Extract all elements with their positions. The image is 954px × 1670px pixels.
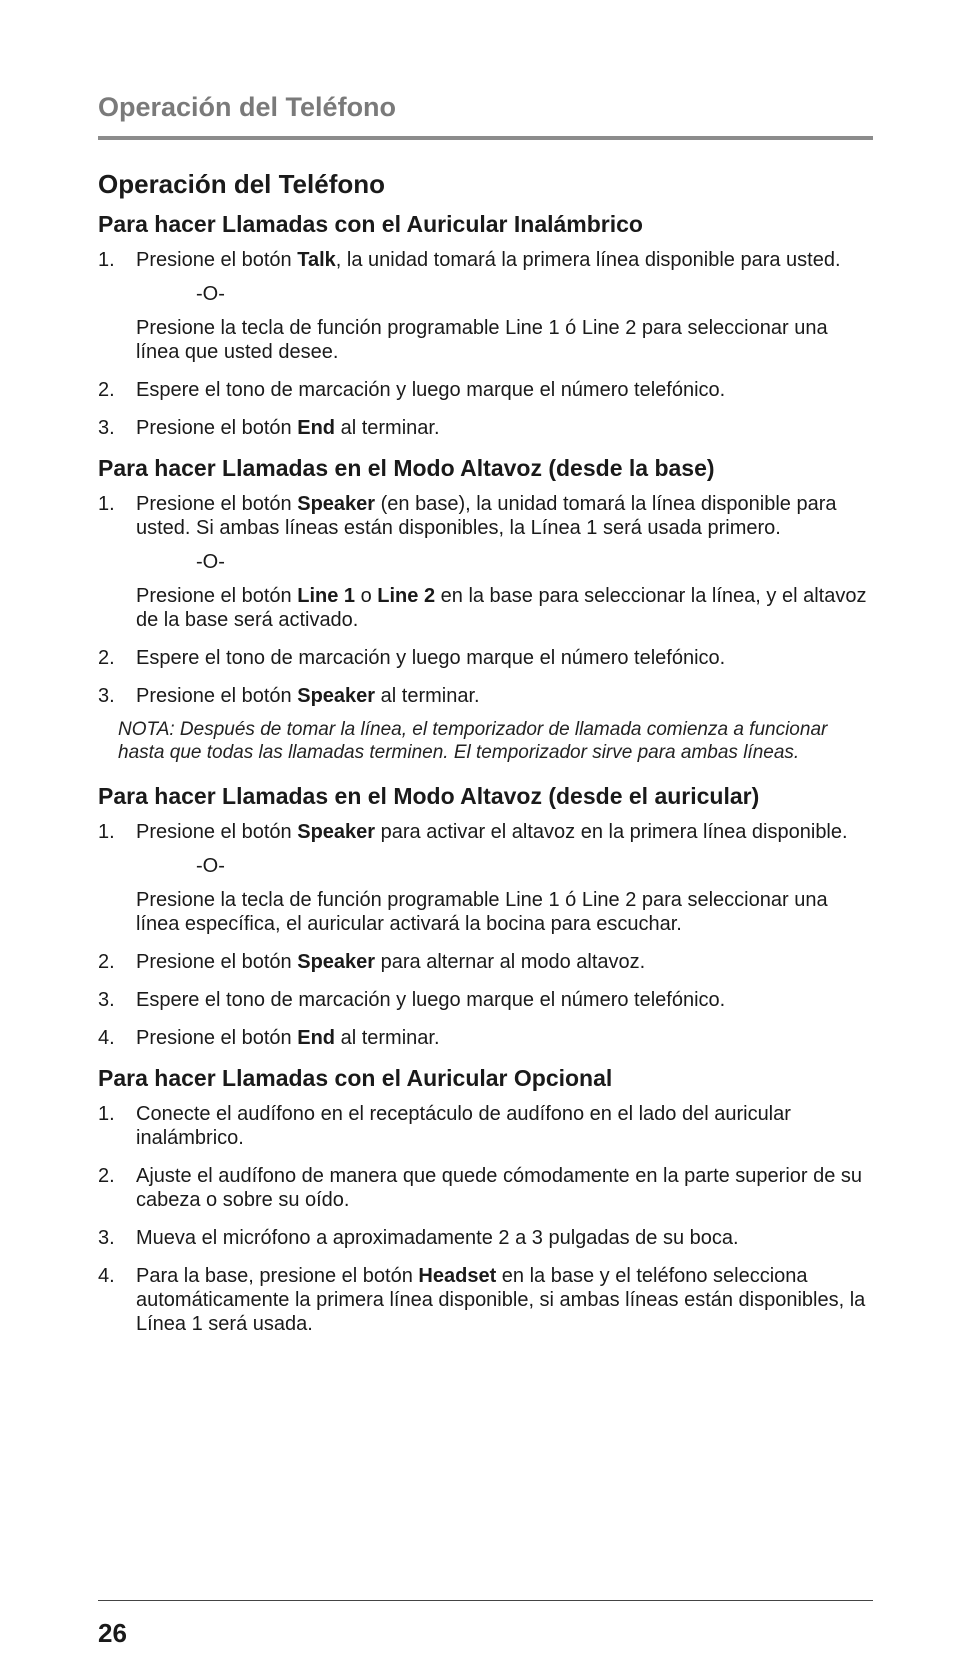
key-name: Speaker: [297, 821, 376, 843]
running-header: Operación del Teléfono: [98, 92, 397, 122]
page-number: 26: [98, 1618, 127, 1648]
step-text: al terminar.: [335, 417, 440, 439]
or-separator: -O-: [196, 283, 225, 305]
steps-list: [98, 1102, 873, 1336]
key-name: Headset: [418, 1265, 497, 1287]
step-text: al terminar.: [335, 1027, 440, 1049]
list-item: [98, 1226, 873, 1250]
key-name: Line 1: [297, 585, 356, 607]
list-item: [98, 950, 873, 974]
steps-list: [98, 248, 873, 440]
list-item: [98, 646, 873, 670]
step-text: Presione el botón: [136, 417, 298, 439]
step-number: 2.: [98, 379, 115, 401]
list-item: [98, 988, 873, 1012]
step-alternative: [136, 584, 873, 632]
step-text: Espere el tono de marcación y luego marque el número telefónico.: [136, 989, 726, 1011]
step-text: , la unidad tomará la primera línea disponible para usted.: [335, 249, 841, 271]
step-text: en la base para seleccionar la línea, y el altavoz de la base será activado.: [136, 585, 867, 631]
step-text: Para la base, presione el botón: [136, 1265, 419, 1287]
or-separator: -O-: [196, 855, 225, 877]
step-number: 1.: [98, 249, 115, 271]
section-title-optional-headset: Para hacer Llamadas con el Auricular Opcional: [98, 1065, 613, 1091]
step-number: 3.: [98, 1227, 115, 1249]
list-item: [98, 684, 873, 708]
steps-list: [98, 492, 873, 708]
step-text: Presione el botón: [136, 951, 298, 973]
step-alternative: Presione la tecla de función programable Line 1 ó Line 2 para seleccionar una línea específica, el auricular activará la bocina para escuchar.: [136, 889, 828, 935]
step-number: 2.: [98, 951, 115, 973]
header-rule: [98, 136, 873, 140]
step-number: 3.: [98, 417, 115, 439]
step-text: para activar el altavoz en la primera línea disponible.: [375, 821, 848, 843]
step-text: Espere el tono de marcación y luego marque el número telefónico.: [136, 379, 726, 401]
note-text: NOTA: Después de tomar la línea, el temporizador de llamada comienza a funcionar hasta que todas las llamadas terminen. El temporizador sirve para ambas líneas.: [118, 719, 828, 763]
step-number: 2.: [98, 647, 115, 669]
key-name: Talk: [297, 249, 336, 271]
step-text: Presione el botón: [136, 685, 298, 707]
or-separator: -O-: [196, 551, 225, 573]
step-text: Conecte el audífono en el receptáculo de audífono en el lado del auricular inalámbrico.: [136, 1103, 791, 1149]
page-content: [98, 168, 873, 1350]
key-name: End: [297, 1027, 336, 1049]
list-item: [98, 820, 873, 936]
step-text: Presione el botón: [136, 493, 298, 515]
step-number: 1.: [98, 1103, 115, 1125]
key-name: End: [297, 417, 336, 439]
page-title: Operación del Teléfono: [98, 169, 386, 199]
step-text: Ajuste el audífono de manera que quede cómodamente en la parte superior de su cabeza o sobre su oído.: [136, 1165, 863, 1211]
step-number: 3.: [98, 989, 115, 1011]
step-number: 4.: [98, 1265, 115, 1287]
step-text: (en base), la unidad tomará la línea disponible para usted. Si ambas líneas están disponibles, la Línea 1 será usada primero.: [136, 493, 837, 539]
step-text: al terminar.: [375, 685, 480, 707]
list-item: [98, 492, 873, 632]
key-name: Speaker: [297, 493, 376, 515]
step-text: o: [355, 585, 378, 607]
section-title-speaker-base: Para hacer Llamadas en el Modo Altavoz (desde la base): [98, 455, 715, 481]
step-text: Espere el tono de marcación y luego marque el número telefónico.: [136, 647, 726, 669]
manual-page: [98, 0, 873, 1670]
step-text: Mueva el micrófono a aproximadamente 2 a 3 pulgadas de su boca.: [136, 1227, 739, 1249]
list-item: [98, 1264, 873, 1336]
step-alternative: Presione la tecla de función programable Line 1 ó Line 2 para seleccionar una línea que usted desee.: [136, 317, 828, 363]
step-number: 1.: [98, 493, 115, 515]
step-number: 2.: [98, 1165, 115, 1187]
list-item: [98, 416, 873, 440]
list-item: [98, 1102, 873, 1150]
step-text: Presione el botón: [136, 249, 298, 271]
section-title-cordless-calls: Para hacer Llamadas con el Auricular Inalámbrico: [98, 211, 643, 237]
list-item: [98, 378, 873, 402]
list-item: [98, 248, 873, 364]
key-name: Speaker: [297, 685, 376, 707]
list-item: [98, 1164, 873, 1212]
footer-rule: [98, 1600, 873, 1601]
step-text: para alternar al modo altavoz.: [375, 951, 646, 973]
steps-list: [98, 820, 873, 1050]
step-text: Presione el botón: [136, 1027, 298, 1049]
step-number: 3.: [98, 685, 115, 707]
list-item: [98, 1026, 873, 1050]
key-name: Line 2: [377, 585, 436, 607]
section-title-speaker-handset: Para hacer Llamadas en el Modo Altavoz (desde el auricular): [98, 783, 760, 809]
step-text: Presione el botón: [136, 821, 298, 843]
step-number: 1.: [98, 821, 115, 843]
step-text: en la base y el teléfono selecciona automáticamente la primera línea disponible, si ambas líneas están disponibles, la Línea 1 será usada.: [136, 1265, 866, 1335]
step-number: 4.: [98, 1027, 115, 1049]
step-text: Presione el botón: [136, 585, 298, 607]
key-name: Speaker: [297, 951, 376, 973]
